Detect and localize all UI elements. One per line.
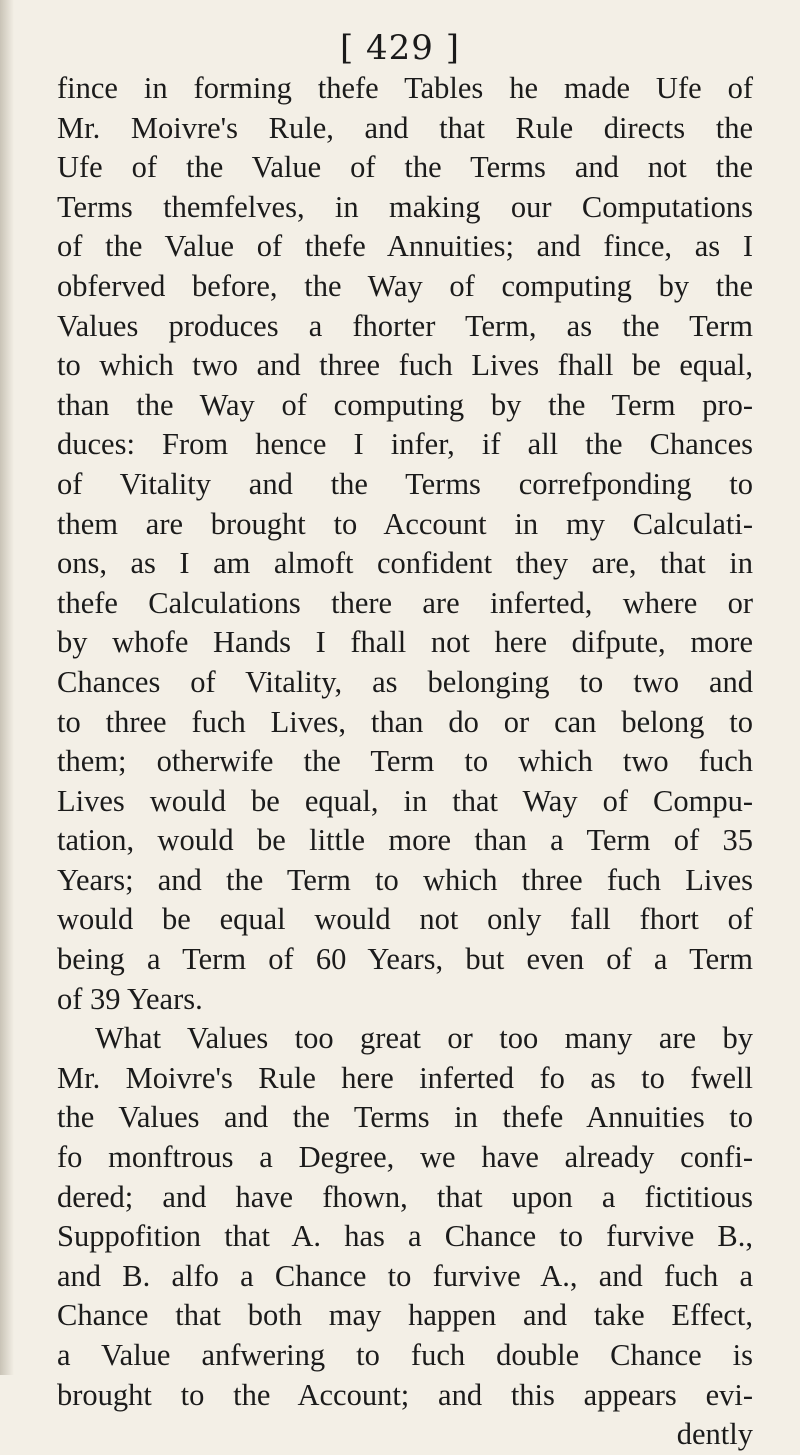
text-line: ons, as I am almoft confident they are, that in xyxy=(57,546,753,581)
body-text xyxy=(57,69,753,1455)
text-line: by whofe Hands I fhall not here difpute, more xyxy=(57,625,753,660)
text-line: Mr. Moivre's Rule, and that Rule directs the xyxy=(57,110,753,145)
text-line: Chance that both may happen and take Effect, xyxy=(57,1298,753,1333)
text-line: and B. alfo a Chance to furvive A., and fuch a xyxy=(57,1258,753,1293)
text-line: than the Way of computing by the Term pro- xyxy=(57,387,753,422)
text-line: the Values and the Terms in thefe Annuities to xyxy=(57,1100,753,1135)
text-line: to which two and three fuch Lives fhall be equal, xyxy=(57,348,753,383)
text-line: of 39 Years. xyxy=(57,981,203,1016)
text-line: tation, would be little more than a Term of 35 xyxy=(57,823,753,858)
text-line: Values produces a fhorter Term, as the Term xyxy=(57,308,753,343)
text-line: Suppofition that A. has a Chance to furvive B., xyxy=(57,1219,753,1254)
text-line: dered; and have fhown, that upon a fictitious xyxy=(57,1179,753,1214)
text-line: Mr. Moivre's Rule here inferted fo as to fwell xyxy=(57,1060,753,1095)
text-line: thefe Calculations there are inferted, where or xyxy=(57,585,753,620)
text-line: being a Term of 60 Years, but even of a Term xyxy=(57,942,753,977)
text-line: them; otherwife the Term to which two fuch xyxy=(57,744,753,779)
catchword: dently xyxy=(676,1417,753,1452)
text-line: Years; and the Term to which three fuch Lives xyxy=(57,862,753,897)
text-line: fince in forming thefe Tables he made Ufe of xyxy=(57,71,753,105)
text-line: Ufe of the Value of the Terms and not the xyxy=(57,150,753,185)
text-line: brought to the Account; and this appears evi- xyxy=(57,1377,753,1412)
text-line: What Values too great or too many are by xyxy=(95,1021,753,1056)
text-line: a Value anfwering to fuch double Chance is xyxy=(57,1338,753,1372)
text-line: would be equal would not only fall fhort of xyxy=(57,902,753,937)
text-line: them are brought to Account in my Calculati- xyxy=(57,506,753,541)
text-line: Chances of Vitality, as belonging to two and xyxy=(57,664,753,699)
text-line: of the Value of thefe Annuities; and fince, as I xyxy=(57,229,753,264)
text-line: duces: From hence I infer, if all the Chances xyxy=(57,427,753,462)
text-line: obferved before, the Way of computing by the xyxy=(57,268,753,303)
text-line: to three fuch Lives, than do or can belong to xyxy=(57,704,753,739)
page-fold-shadow xyxy=(0,0,14,1375)
text-line: Lives would be equal, in that Way of Compu- xyxy=(57,783,753,818)
text-line: of Vitality and the Terms correfponding to xyxy=(57,466,753,501)
text-line: fo monftrous a Degree, we have already confi- xyxy=(57,1140,753,1175)
text-line: Terms themfelves, in making our Computations xyxy=(57,189,753,224)
page-number: [ 429 ] xyxy=(339,28,461,68)
